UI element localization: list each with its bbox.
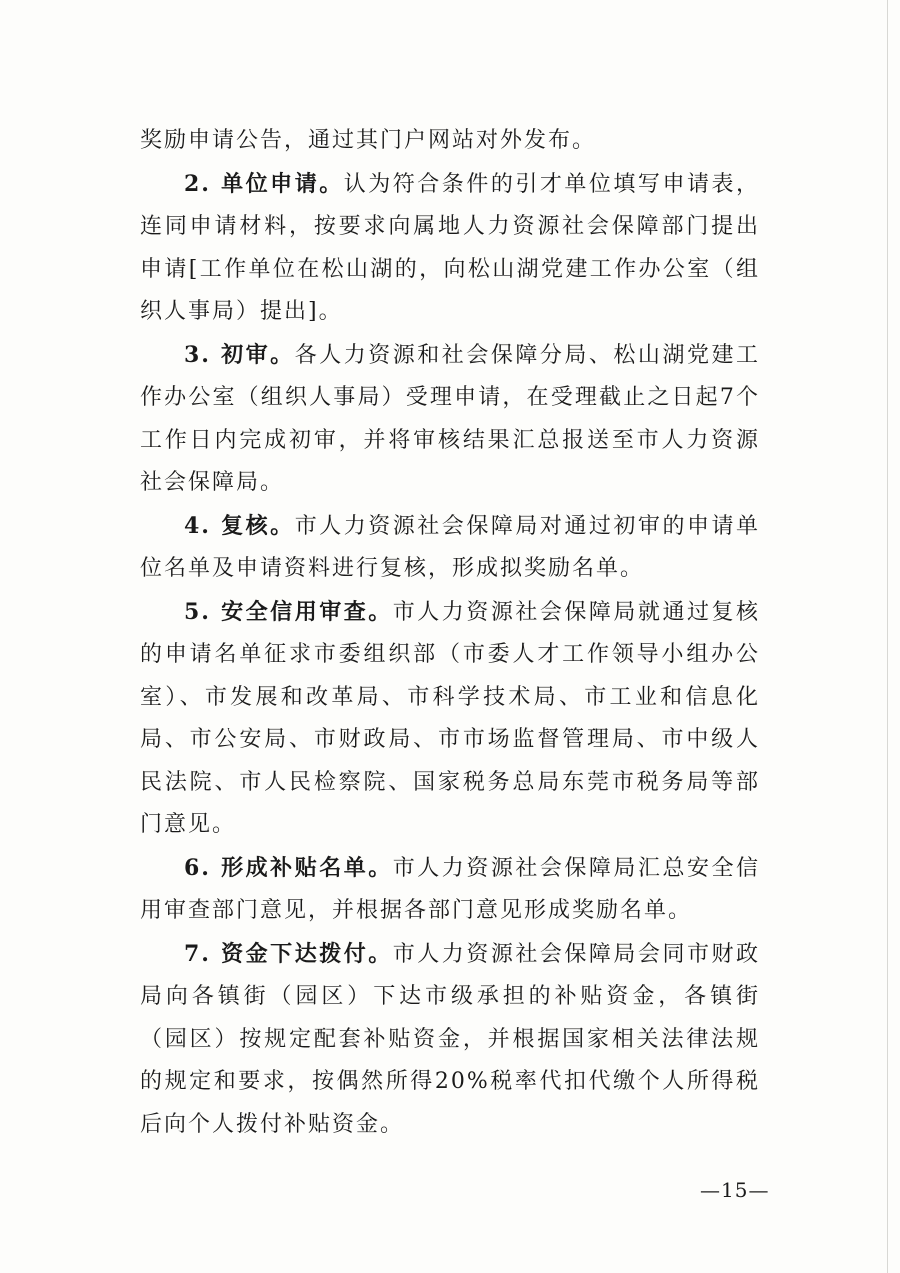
paragraph-continuation xyxy=(140,120,760,163)
paragraph-text: 各人力资源和社会保障分局、松山湖党建工作办公室（组织人事局）受理申请，在受理截止之日起7个工作日内完成初审，并将审核结果汇总报送至市人力资源社会保障局。 xyxy=(140,342,760,495)
paragraph-heading: 7. 资金下达拨付。 xyxy=(184,940,393,967)
paragraph-heading: 6. 形成补贴名单。 xyxy=(184,854,393,881)
paragraph-unit-application xyxy=(140,163,760,334)
paragraph-text: 认为符合条件的引才单位填写申请表，连同申请材料，按要求向属地人力资源社会保障部门提出申请[工作单位在松山湖的，向松山湖党建工作办公室（组织人事局）提出]。 xyxy=(140,171,760,324)
paragraph-text: 市人力资源社会保障局汇总安全信用审查部门意见，并根据各部门意见形成奖励名单。 xyxy=(140,855,760,923)
paragraph-heading: 4. 复核。 xyxy=(184,512,295,539)
paragraph-heading: 2. 单位申请。 xyxy=(184,170,344,197)
paragraph-text: 市人力资源社会保障局就通过复核的申请名单征求市委组织部（市委人才工作领导小组办公室）、市发展和改革局、市科学技术局、市工业和信息化局、市公安局、市财政局、市市场监督管理局、市中级人民法院、市人民检察院、国家税务总局东莞市税务局等部门意见。 xyxy=(140,599,760,837)
paragraph-heading: 5. 安全信用审查。 xyxy=(184,598,393,625)
paragraph-preliminary-review xyxy=(140,334,760,505)
paragraph-text: 市人力资源社会保障局对通过初审的申请单位名单及申请资料进行复核，形成拟奖励名单。 xyxy=(140,513,760,581)
paragraph-heading: 3. 初审。 xyxy=(184,341,295,368)
paragraph-credit-review xyxy=(140,591,760,847)
paragraph-subsidy-list xyxy=(140,847,760,933)
paragraph-recheck xyxy=(140,505,760,591)
paragraph-text: 奖励申请公告，通过其门户网站对外发布。 xyxy=(140,128,597,153)
page-edge-line xyxy=(887,0,888,1273)
paragraph-text: 市人力资源社会保障局会同市财政局向各镇街（园区）下达市级承担的补贴资金，各镇街（园区）按规定配套补贴资金，并根据国家相关法律法规的规定和要求，按偶然所得20%税率代扣代缴个人所得税后向个人拨付补贴资金。 xyxy=(140,941,760,1137)
document-body xyxy=(140,120,760,1146)
paragraph-fund-disbursement xyxy=(140,933,760,1147)
page-number: —15— xyxy=(700,1178,770,1202)
